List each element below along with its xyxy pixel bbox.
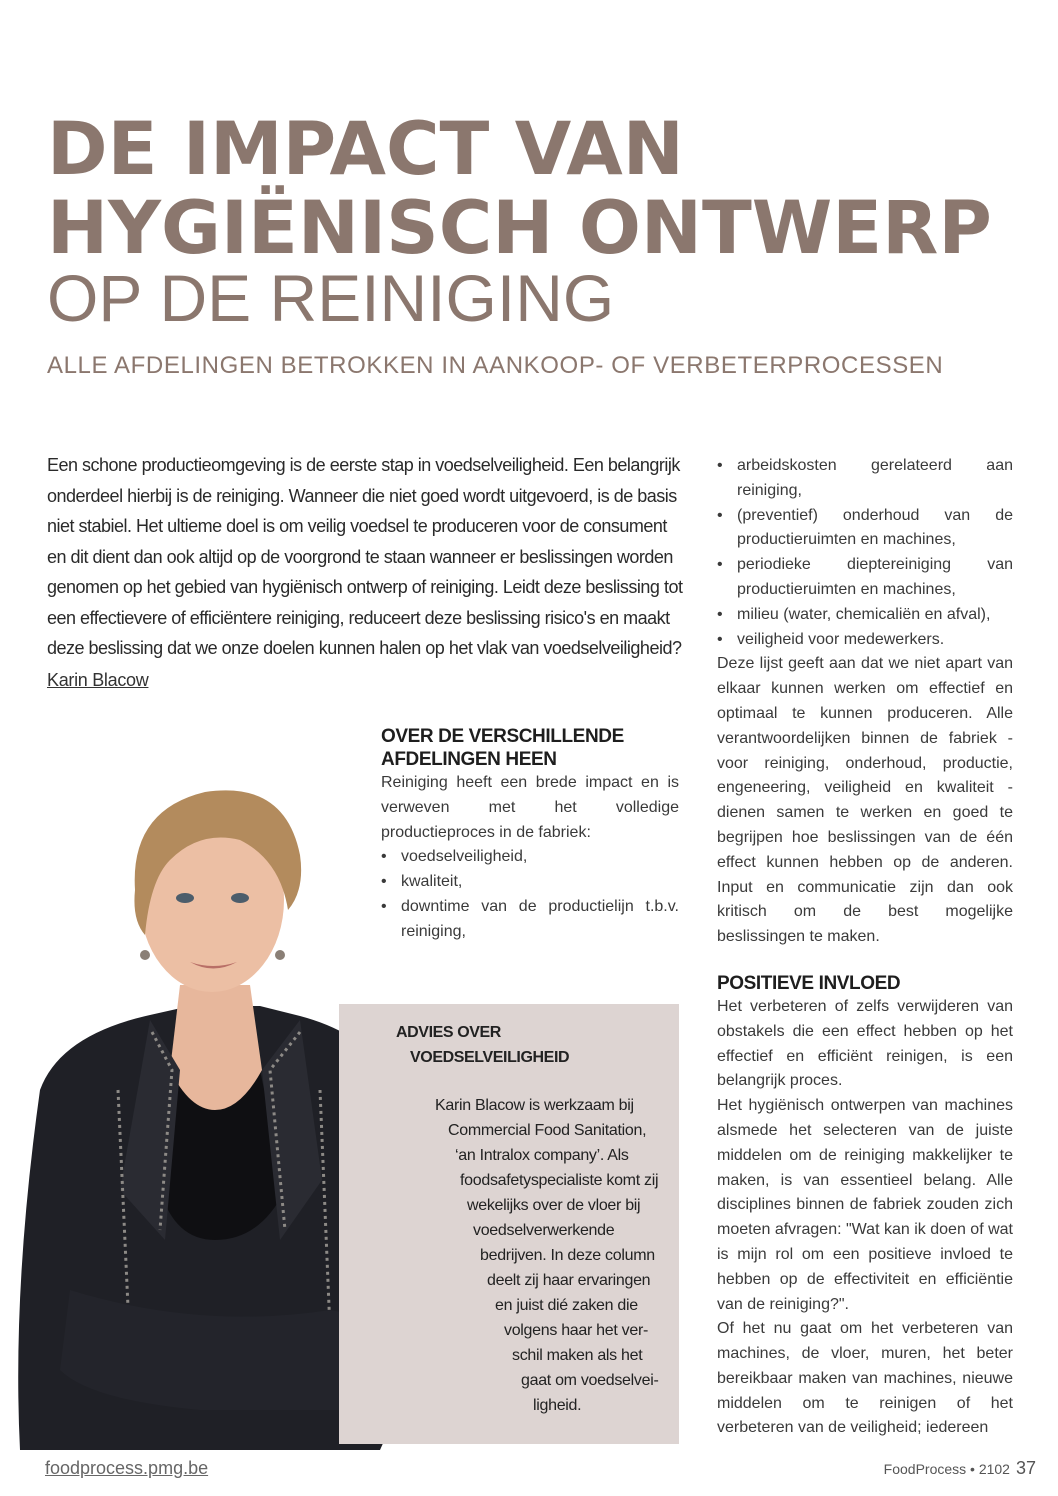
sidebar-line: Commercial Food Sanitation, xyxy=(448,1122,647,1139)
title-line-2: HYGIËNISCH ONTWERP xyxy=(47,186,992,271)
sidebar-line: volgens haar het ver- xyxy=(504,1322,649,1339)
sidebar-title xyxy=(396,1020,569,1070)
sidebar-line: voedselverwerkende xyxy=(473,1222,615,1239)
list-item: • voedselveiligheid, xyxy=(381,845,679,870)
paragraph: Het verbeteren of zelfs verwijderen van obstakels die een effect hebben op het effectief en efficiënt reinigen, is een belangrijk proces. xyxy=(717,997,1013,1090)
list-item: • kwaliteit, xyxy=(381,870,679,895)
subtitle: ALLE AFDELINGEN BETROKKEN IN AANKOOP- OF VERBETERPROCESSEN xyxy=(47,352,944,379)
section-heading-invloed: POSITIEVE INVLOED xyxy=(717,972,901,994)
list-item: • (preventief) onderhoud van de productieruimten en machines, xyxy=(717,504,1013,554)
sidebar-line: gaat om voedselvei- xyxy=(521,1372,659,1389)
list-item: • milieu (water, chemicaliën en afval), xyxy=(717,603,1013,628)
list-item: • arbeidskosten gerelateerd aan reiniging, xyxy=(717,454,1013,504)
list-item: • downtime van de productielijn t.b.v. reiniging, xyxy=(381,895,679,945)
list-item: • veiligheid voor medewerkers. xyxy=(717,628,1013,653)
footer-issue-label: FoodProcess • 2102 xyxy=(883,1461,1010,1477)
sidebar-title-line-2: VOEDSELVEILIGHEID xyxy=(410,1049,570,1066)
sidebar-line: deelt zij haar ervaringen xyxy=(487,1272,651,1289)
paragraph: Of het nu gaat om het verbeteren van machines, de vloer, muren, het beter bereikbaar maken van machines, nieuwe middelen om te reinigen of het verbeteren van de veiligheid; iedereen xyxy=(717,1320,1013,1437)
sidebar-line: foodsafetyspecialiste komt zij xyxy=(460,1172,659,1189)
sidebar-line: Karin Blacow is werkzaam bij xyxy=(435,1097,634,1114)
sidebar-line: ‘an Intralox company’. Als xyxy=(455,1147,629,1164)
footer-website-link[interactable]: foodprocess.pmg.be xyxy=(45,1458,209,1478)
list-item: • periodieke dieptereiniging van productieruimten en machines, xyxy=(717,553,1013,603)
sidebar-line: ligheid. xyxy=(533,1397,582,1414)
paragraph: Het hygiënisch ontwerpen van machines alsmede het selecteren van de juiste middelen om de reiniging makkelijker te maken, is van essentieel belang. Alle disciplines binnen de fabriek zouden zich moeten afvragen: "Wat kan ik doen of wat is mijn rol om een positieve invloed te hebben op de effectiviteit en efficiëntie van de reiniging?". xyxy=(717,1097,1013,1313)
intro-paragraph: Een schone productieomgeving is de eerste stap in voedselveiligheid. Een belangrijk onderdeel hierbij is de reiniging. Wanneer die niet goed wordt uitgevoerd, is de basis niet stabiel. Het ultieme doel is om veilig voedsel te produceren voor de consument en dit dient dan ook altijd op de voorgrond te staan wanneer er beslissingen worden genomen op het gebied van hygiënisch ontwerp of reiniging. Leidt deze beslissing tot een effectievere of efficiëntere reiniging, reduceert deze beslissing risico's en maakt deze beslissing dat we onze doelen kunnen halen op het vlak van voedselveiligheid? xyxy=(47,455,683,658)
middle-column xyxy=(381,725,679,945)
sidebar-title-line-1: ADVIES OVER xyxy=(396,1024,501,1041)
sidebar-line: bedrijven. In deze column xyxy=(480,1247,655,1264)
page-number: 37 xyxy=(1015,1458,1036,1478)
section-text: Reiniging heeft een brede impact en is verweven met het volledige productieproces in de fabriek: xyxy=(381,774,679,841)
title-line-1: DE IMPACT VAN xyxy=(47,107,684,192)
paragraph: Deze lijst geeft aan dat we niet apart van elkaar kunnen werken om effectief en optimaal te kunnen produceren. Alle verantwoordelijken binnen de fabriek - voor reiniging, onderhoud, productie, engeneering, veiligheid en kwaliteit - dienen samen te werken en goed te begrijpen hoe beslissingen van de één effect kunnen hebben op de anderen. Input en communicatie zijn dan ook kritisch om de best mogelijke beslissingen te maken. xyxy=(717,655,1013,946)
section-heading-afdelingen: OVER DE VERSCHILLENDE AFDELINGEN HEEN xyxy=(381,726,624,770)
author-link[interactable]: Karin Blacow xyxy=(47,670,149,690)
footer-issue xyxy=(884,1458,1036,1479)
right-column xyxy=(717,454,1013,1441)
sidebar-line: en juist dié zaken die xyxy=(495,1297,638,1314)
sidebar-line: wekelijks over de vloer bij xyxy=(467,1197,641,1214)
bullet-list-left xyxy=(381,845,679,944)
title-line-3: OP DE REINIGING xyxy=(47,261,615,335)
sidebar-line: schil maken als het xyxy=(512,1347,643,1364)
bullet-list-right xyxy=(717,454,1013,652)
